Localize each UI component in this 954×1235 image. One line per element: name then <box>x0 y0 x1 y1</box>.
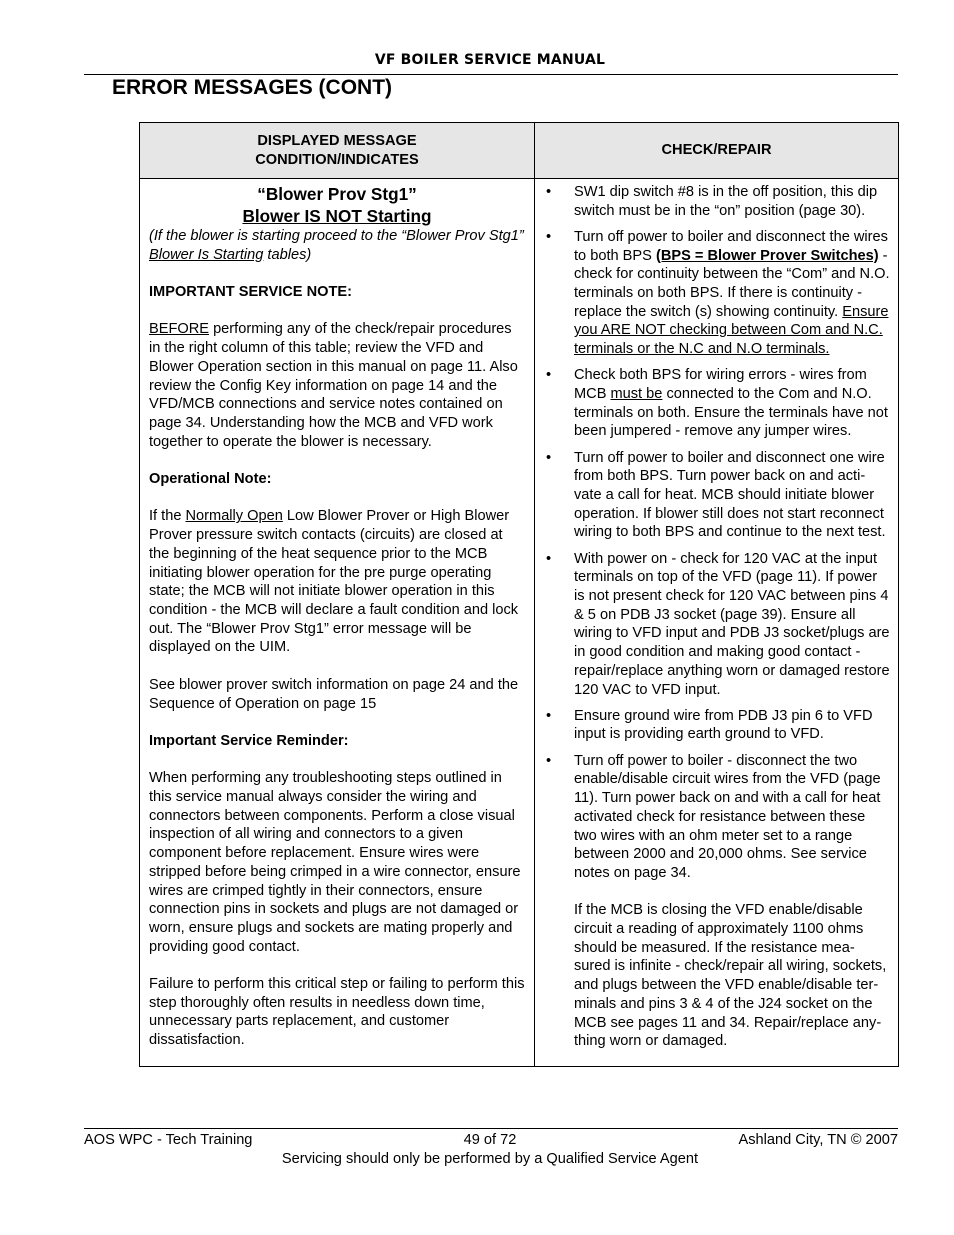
bullet-icon: • <box>546 367 552 384</box>
check-step-emphasis: must be <box>610 386 663 403</box>
service-note-heading: IMPORTANT SERVICE NOTE: <box>149 284 352 301</box>
column-header-check-repair: CHECK/REPAIR <box>535 123 899 179</box>
see-also-paragraph: See blower prover switch information on page 24 and the Sequence of Operation on page 15 <box>149 676 519 712</box>
operational-note-paragraph <box>149 507 525 657</box>
check-repair-list <box>546 183 890 1051</box>
operational-note-heading: Operational Note: <box>149 471 272 488</box>
list-item <box>546 183 890 220</box>
service-note-paragraph <box>149 320 525 451</box>
page-number: 49 of 72 <box>463 1132 517 1148</box>
list-item <box>546 707 890 744</box>
intro-text-a: (If the blower is starting proceed to the “Blower Prov Stg1” <box>149 228 524 244</box>
intro-reference: Blower Is Starting <box>149 246 264 263</box>
list-item <box>546 752 890 1051</box>
footer-right: Ashland City, TN © 2007 <box>738 1132 898 1148</box>
check-step-text: connected to the Com and N.O. terminals on both. Ensure the terminals have not been jumpered - remove any jumper wires. <box>574 386 888 440</box>
reminder-paragraph: When performing any troubleshooting steps outlined in this service manual always consider the wiring and connectors between components. Perform a close visual inspection of all wiring and connectors to a given component before replacement. Ensure wires were stripped before being crimped in a wire connector, ensure wires are crimped tightly in their connectors, ensure connection pins in sockets and plugs are not damaged or worn, ensure plugs and sockets are mating properly and providing good contact. <box>149 770 521 955</box>
reminder-heading: Important Service Reminder: <box>149 732 349 749</box>
page-header-title: VF BOILER SERVICE MANUAL <box>374 52 606 68</box>
footer-notice: Servicing should only be performed by a Qualified Service Agent <box>281 1151 699 1167</box>
bullet-icon: • <box>546 550 552 567</box>
operational-text-a: If the <box>149 508 186 525</box>
list-item <box>546 449 890 543</box>
list-item <box>546 366 890 441</box>
table-row <box>140 179 899 1067</box>
bps-definition: (BPS = Blower Prover Switches) <box>655 247 879 264</box>
list-item <box>546 550 890 700</box>
column-header-displayed-message <box>140 123 535 179</box>
check-step-text: With power on - check for 120 VAC at the input terminals on top of the VFD (page 11). If power is not present check for 120 VAC between pins 4 & 5 on PDB J3 socket (page 39). Ensure all wiring to VFD input and PDB J3 socket/plugs are in good condition and making good contact - repair/replace anything worn or damaged restore 120 VAC to VFD input. <box>574 550 890 698</box>
operational-text-b: Low Blower Prover or High Blower Prover pressure switch contacts (circuits) are closed at the beginning of the heat sequence prior to the MCB initiating blower operation for the pre purge operating state; the MCB will not initiate blower operation in this condition - the MCB will declare a fault condition and lock out. The “Blower Prov Stg1” error message will be displayed on the UIM. <box>149 508 519 656</box>
condition-cell <box>140 179 535 1067</box>
check-step-text: - check for continuity between the “Com” and N.O. terminals on both BPS. If there is continuity - replace the switch (s) showing continuity. <box>574 247 890 320</box>
column-header-left-line1: DISPLAYED MESSAGE <box>257 132 417 149</box>
check-step-text: Turn off power to boiler - disconnect the two enable/disable circuit wires from the VFD (page 11). Turn power back on and with a call for heat activated check for resistance between these two wires with an ohm meter set to a range between 2000 and 20,000 ohms. See service notes on page 34. <box>574 752 881 881</box>
footer-divider <box>84 1128 898 1129</box>
header-divider <box>84 74 898 75</box>
check-step-followup: If the MCB is closing the VFD enable/disable circuit a reading of approximately 1100 ohms should be measured. If the resistance mea-sured is infinite - check/repair all wiring, sockets, and plugs between the VFD enable/disable ter-minals and pins 3 & 4 of the J24 socket on the MCB see pages 11 and 34. Repair/replace any-thing worn or damaged. <box>574 902 887 1050</box>
check-step-text: Turn off power to boiler and disconnect one wire from both BPS. Turn power back on and acti-vate a call for heat. MCB should initiate blower operation. If blower still does not start reconnect wiring to both BPS and continue to the next test. <box>574 449 886 541</box>
check-repair-cell <box>535 179 899 1067</box>
error-condition: Blower IS NOT Starting <box>242 206 432 226</box>
error-message-table <box>139 122 899 1067</box>
bullet-icon: • <box>546 707 552 724</box>
failure-paragraph: Failure to perform this critical step or failing to perform this step thoroughly often results in needless down time, unnecessary parts replacement, and customer dissatisfaction. <box>149 976 525 1049</box>
check-step-warning: Ensure you ARE NOT checking between Com and N.C. terminals or the N.C and N.O terminals. <box>574 303 889 358</box>
check-step-text: Check both BPS for wiring errors - wires from MCB <box>574 367 867 403</box>
error-message-name: “Blower Prov Stg1” <box>257 184 417 204</box>
check-step-text: SW1 dip switch #8 is in the off position, this dip switch must be in the “on” position (page 30). <box>574 184 878 219</box>
check-step-text: Ensure ground wire from PDB J3 pin 6 to VFD input is providing earth ground to VFD. <box>574 707 873 743</box>
section-title: ERROR MESSAGES (CONT) <box>112 76 393 99</box>
check-step-text: Turn off power to boiler and disconnect the wires to both BPS <box>574 228 888 264</box>
service-note-before: BEFORE <box>149 321 210 338</box>
list-item <box>546 228 890 359</box>
footer-left: AOS WPC - Tech Training <box>84 1132 253 1148</box>
column-header-left-line2: CONDITION/INDICATES <box>255 151 419 168</box>
operational-normally-open: Normally Open <box>185 508 283 525</box>
bullet-icon: • <box>546 228 552 245</box>
bullet-icon: • <box>546 184 552 200</box>
service-note-text: performing any of the check/repair procedures in the right column of this table; review the VFD and Blower Operation section in this manual on page 11. Also review the Config Key information on page 14 and the VFD/MCB connections and service notes contained on page 34. Understanding how the MCB and VFD work together to operate the blower is necessary. <box>149 321 518 450</box>
bullet-icon: • <box>546 449 552 466</box>
table-header-row <box>140 123 899 179</box>
bullet-icon: • <box>546 752 552 769</box>
intro-note <box>149 227 525 264</box>
intro-text-b: tables) <box>263 246 312 263</box>
